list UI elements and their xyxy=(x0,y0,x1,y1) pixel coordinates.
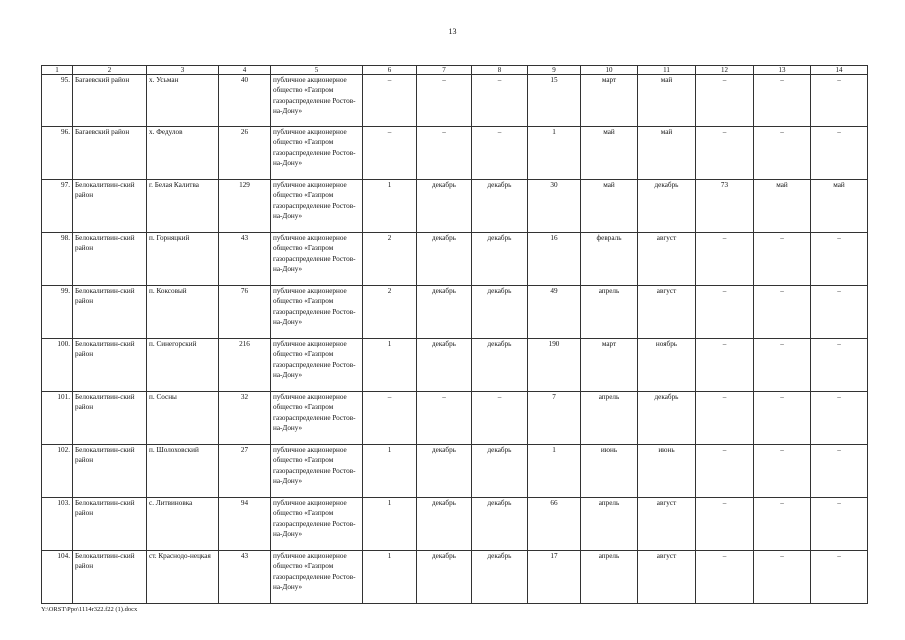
column-4-cell: 27 xyxy=(219,445,271,498)
column-13-cell: – xyxy=(754,339,811,392)
column-number: 3 xyxy=(147,66,219,75)
column-11-cell: ноябрь xyxy=(638,339,696,392)
column-8-cell: декабрь xyxy=(472,339,528,392)
column-6-cell: – xyxy=(363,75,417,127)
column-11-cell: май xyxy=(638,75,696,127)
settlement-cell: ст. Краснодо-нецкая xyxy=(147,551,219,604)
column-10-cell: май xyxy=(581,127,638,180)
column-12-cell: – xyxy=(696,75,754,127)
column-9-cell: 1 xyxy=(528,127,581,180)
column-13-cell: – xyxy=(754,445,811,498)
table-row xyxy=(42,286,868,339)
column-7-cell: – xyxy=(417,127,472,180)
column-12-cell: – xyxy=(696,392,754,445)
column-4-cell: 94 xyxy=(219,498,271,551)
column-4-cell: 43 xyxy=(219,233,271,286)
column-10-cell: апрель xyxy=(581,551,638,604)
settlement-cell: п. Шолоховский xyxy=(147,445,219,498)
table-row xyxy=(42,233,868,286)
column-10-cell: апрель xyxy=(581,498,638,551)
column-14-cell: – xyxy=(811,498,868,551)
column-number: 11 xyxy=(638,66,696,75)
column-7-cell: декабрь xyxy=(417,445,472,498)
settlement-cell: х. Усьман xyxy=(147,75,219,127)
column-6-cell: 1 xyxy=(363,180,417,233)
column-10-cell: апрель xyxy=(581,286,638,339)
column-13-cell: – xyxy=(754,233,811,286)
column-14-cell: – xyxy=(811,286,868,339)
row-number-cell: 96. xyxy=(42,127,73,180)
column-12-cell: – xyxy=(696,286,754,339)
table-row xyxy=(42,339,868,392)
district-cell: Белокалитвин-ский район xyxy=(73,551,147,604)
organization-cell: публичное акционерное общество «Газпром газораспределение Ростов-на-Дону» xyxy=(271,233,363,286)
district-cell: Белокалитвин-ский район xyxy=(73,498,147,551)
district-cell: Багаевский район xyxy=(73,127,147,180)
column-10-cell: март xyxy=(581,339,638,392)
column-14-cell: – xyxy=(811,75,868,127)
column-13-cell: – xyxy=(754,392,811,445)
column-6-cell: 1 xyxy=(363,498,417,551)
column-9-cell: 7 xyxy=(528,392,581,445)
row-number-cell: 101. xyxy=(42,392,73,445)
column-4-cell: 129 xyxy=(219,180,271,233)
column-number: 5 xyxy=(271,66,363,75)
column-9-cell: 49 xyxy=(528,286,581,339)
column-14-cell: – xyxy=(811,551,868,604)
column-6-cell: – xyxy=(363,392,417,445)
column-9-cell: 1 xyxy=(528,445,581,498)
column-4-cell: 26 xyxy=(219,127,271,180)
column-14-cell: – xyxy=(811,233,868,286)
column-14-cell: – xyxy=(811,445,868,498)
organization-cell: публичное акционерное общество «Газпром газораспределение Ростов-на-Дону» xyxy=(271,551,363,604)
column-12-cell: – xyxy=(696,551,754,604)
column-6-cell: 1 xyxy=(363,551,417,604)
column-number: 13 xyxy=(754,66,811,75)
row-number-cell: 98. xyxy=(42,233,73,286)
column-4-cell: 76 xyxy=(219,286,271,339)
column-8-cell: – xyxy=(472,127,528,180)
settlement-cell: г. Белая Калитва xyxy=(147,180,219,233)
column-14-cell: – xyxy=(811,392,868,445)
column-12-cell: – xyxy=(696,445,754,498)
column-12-cell: 73 xyxy=(696,180,754,233)
column-10-cell: июнь xyxy=(581,445,638,498)
gasification-table xyxy=(41,65,868,604)
column-14-cell: май xyxy=(811,180,868,233)
column-4-cell: 43 xyxy=(219,551,271,604)
column-6-cell: 2 xyxy=(363,286,417,339)
column-11-cell: август xyxy=(638,233,696,286)
row-number-cell: 104. xyxy=(42,551,73,604)
organization-cell: публичное акционерное общество «Газпром газораспределение Ростов-на-Дону» xyxy=(271,127,363,180)
column-number: 12 xyxy=(696,66,754,75)
column-10-cell: апрель xyxy=(581,392,638,445)
settlement-cell: п. Синегорский xyxy=(147,339,219,392)
table-row xyxy=(42,180,868,233)
column-9-cell: 15 xyxy=(528,75,581,127)
column-13-cell: – xyxy=(754,75,811,127)
district-cell: Багаевский район xyxy=(73,75,147,127)
column-13-cell: – xyxy=(754,286,811,339)
column-8-cell: декабрь xyxy=(472,233,528,286)
column-14-cell: – xyxy=(811,127,868,180)
column-7-cell: – xyxy=(417,392,472,445)
column-6-cell: 1 xyxy=(363,445,417,498)
column-number: 4 xyxy=(219,66,271,75)
column-7-cell: декабрь xyxy=(417,339,472,392)
column-number: 2 xyxy=(73,66,147,75)
district-cell: Белокалитвин-ский район xyxy=(73,339,147,392)
column-number: 14 xyxy=(811,66,868,75)
column-8-cell: – xyxy=(472,75,528,127)
organization-cell: публичное акционерное общество «Газпром газораспределение Ростов-на-Дону» xyxy=(271,445,363,498)
column-6-cell: – xyxy=(363,127,417,180)
column-12-cell: – xyxy=(696,127,754,180)
column-11-cell: июнь xyxy=(638,445,696,498)
column-number-row xyxy=(42,66,868,75)
column-11-cell: август xyxy=(638,286,696,339)
column-number: 9 xyxy=(528,66,581,75)
organization-cell: публичное акционерное общество «Газпром газораспределение Ростов-на-Дону» xyxy=(271,392,363,445)
column-13-cell: май xyxy=(754,180,811,233)
column-number: 8 xyxy=(472,66,528,75)
table-row xyxy=(42,392,868,445)
settlement-cell: п. Горняцкий xyxy=(147,233,219,286)
district-cell: Белокалитвин-ский район xyxy=(73,445,147,498)
row-number-cell: 102. xyxy=(42,445,73,498)
row-number-cell: 103. xyxy=(42,498,73,551)
column-9-cell: 17 xyxy=(528,551,581,604)
table-row xyxy=(42,551,868,604)
column-8-cell: декабрь xyxy=(472,551,528,604)
column-4-cell: 216 xyxy=(219,339,271,392)
district-cell: Белокалитвин-ский район xyxy=(73,392,147,445)
column-13-cell: – xyxy=(754,498,811,551)
row-number-cell: 95. xyxy=(42,75,73,127)
column-number: 6 xyxy=(363,66,417,75)
organization-cell: публичное акционерное общество «Газпром газораспределение Ростов-на-Дону» xyxy=(271,286,363,339)
column-7-cell: декабрь xyxy=(417,180,472,233)
column-6-cell: 1 xyxy=(363,339,417,392)
table-row xyxy=(42,498,868,551)
column-11-cell: август xyxy=(638,498,696,551)
table-row xyxy=(42,75,868,127)
column-12-cell: – xyxy=(696,339,754,392)
column-10-cell: май xyxy=(581,180,638,233)
column-number: 1 xyxy=(42,66,73,75)
column-11-cell: декабрь xyxy=(638,392,696,445)
column-8-cell: декабрь xyxy=(472,498,528,551)
column-11-cell: май xyxy=(638,127,696,180)
organization-cell: публичное акционерное общество «Газпром газораспределение Ростов-на-Дону» xyxy=(271,339,363,392)
column-9-cell: 16 xyxy=(528,233,581,286)
page-number: 13 xyxy=(448,27,457,36)
column-number: 7 xyxy=(417,66,472,75)
column-8-cell: декабрь xyxy=(472,286,528,339)
column-13-cell: – xyxy=(754,127,811,180)
column-13-cell: – xyxy=(754,551,811,604)
column-10-cell: февраль xyxy=(581,233,638,286)
column-11-cell: декабрь xyxy=(638,180,696,233)
organization-cell: публичное акционерное общество «Газпром газораспределение Ростов-на-Дону» xyxy=(271,180,363,233)
district-cell: Белокалитвин-ский район xyxy=(73,180,147,233)
column-9-cell: 66 xyxy=(528,498,581,551)
column-11-cell: август xyxy=(638,551,696,604)
table-row xyxy=(42,445,868,498)
settlement-cell: с. Литвиновка xyxy=(147,498,219,551)
settlement-cell: п. Коксовый xyxy=(147,286,219,339)
column-9-cell: 30 xyxy=(528,180,581,233)
row-number-cell: 99. xyxy=(42,286,73,339)
column-8-cell: декабрь xyxy=(472,445,528,498)
organization-cell: публичное акционерное общество «Газпром газораспределение Ростов-на-Дону» xyxy=(271,75,363,127)
column-number: 10 xyxy=(581,66,638,75)
column-8-cell: декабрь xyxy=(472,180,528,233)
column-4-cell: 32 xyxy=(219,392,271,445)
column-12-cell: – xyxy=(696,233,754,286)
table-row xyxy=(42,127,868,180)
column-7-cell: декабрь xyxy=(417,498,472,551)
column-7-cell: декабрь xyxy=(417,551,472,604)
column-10-cell: март xyxy=(581,75,638,127)
column-7-cell: – xyxy=(417,75,472,127)
column-14-cell: – xyxy=(811,339,868,392)
organization-cell: публичное акционерное общество «Газпром газораспределение Ростов-на-Дону» xyxy=(271,498,363,551)
row-number-cell: 100. xyxy=(42,339,73,392)
column-7-cell: декабрь xyxy=(417,286,472,339)
column-4-cell: 40 xyxy=(219,75,271,127)
district-cell: Белокалитвин-ский район xyxy=(73,286,147,339)
column-8-cell: – xyxy=(472,392,528,445)
column-7-cell: декабрь xyxy=(417,233,472,286)
column-6-cell: 2 xyxy=(363,233,417,286)
row-number-cell: 97. xyxy=(42,180,73,233)
column-9-cell: 190 xyxy=(528,339,581,392)
settlement-cell: х. Федулов xyxy=(147,127,219,180)
district-cell: Белокалитвин-ский район xyxy=(73,233,147,286)
settlement-cell: п. Сосны xyxy=(147,392,219,445)
column-12-cell: – xyxy=(696,498,754,551)
file-path-footer: Y:\ORST\Ppo\1114r322.f22 (1).docx xyxy=(41,606,138,613)
